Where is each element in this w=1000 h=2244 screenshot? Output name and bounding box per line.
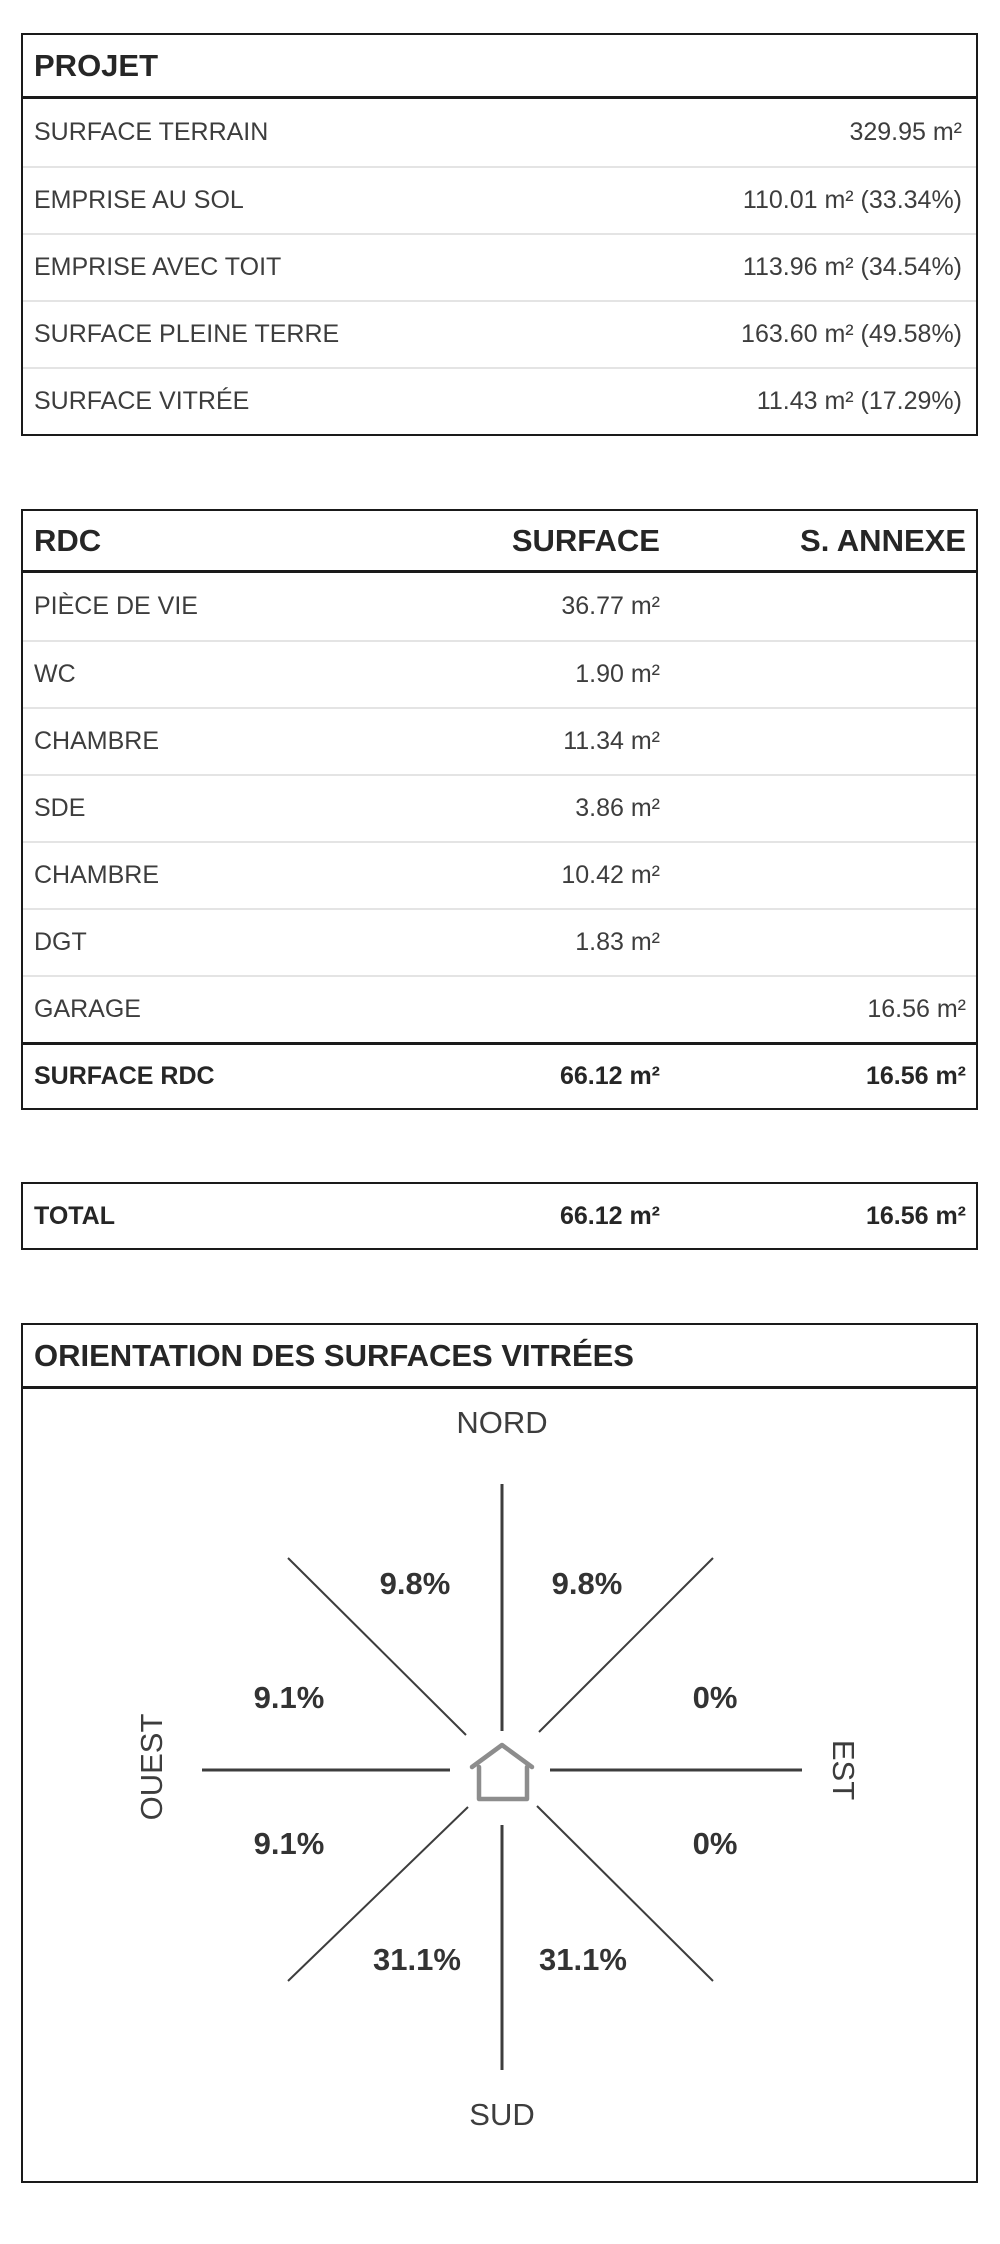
row-label: SURFACE VITRÉE xyxy=(34,387,250,415)
row-label: GARAGE xyxy=(34,995,141,1023)
west-label: OUEST xyxy=(134,1713,169,1821)
sector-wnw-percent: 9.1% xyxy=(253,1680,325,1715)
table-row xyxy=(23,300,976,367)
row-label: CHAMBRE xyxy=(34,861,160,889)
table-row xyxy=(23,841,976,908)
row-annexe: 16.56 m² xyxy=(865,1201,966,1230)
row-surface: 1.90 m² xyxy=(575,660,660,688)
row-label: WC xyxy=(34,660,76,688)
sector-ese-percent: 0% xyxy=(692,1826,738,1861)
total-table xyxy=(21,1182,978,1250)
row-label: DGT xyxy=(34,928,87,956)
table-row xyxy=(23,707,976,774)
row-annexe: 16.56 m² xyxy=(865,1062,966,1090)
column-header-surface: SURFACE xyxy=(511,522,660,558)
sector-ene-percent: 0% xyxy=(692,1680,738,1715)
row-surface: 36.77 m² xyxy=(561,592,660,620)
row-surface: 66.12 m² xyxy=(559,1062,660,1090)
rdc-table xyxy=(21,509,978,1110)
row-value: 329.95 m² xyxy=(849,118,962,146)
table-row xyxy=(23,573,976,640)
column-header-annexe: S. ANNEXE xyxy=(800,522,966,558)
row-value: 110.01 m² (33.34%) xyxy=(742,186,962,214)
table-row xyxy=(23,99,976,166)
table-row xyxy=(23,640,976,707)
column-header-rdc: RDC xyxy=(34,522,102,558)
sector-nne-percent: 9.8% xyxy=(551,1566,623,1601)
row-surface: 11.34 m² xyxy=(563,727,660,755)
row-label: CHAMBRE xyxy=(34,727,160,755)
surface-rdc-total-row xyxy=(23,1042,976,1108)
table-row xyxy=(23,233,976,300)
house-icon xyxy=(472,1745,532,1799)
projet-table-title: PROJET xyxy=(23,35,976,99)
sector-wsw-percent: 9.1% xyxy=(253,1826,325,1861)
table-row xyxy=(23,774,976,841)
south-label: SUD xyxy=(469,2097,535,2132)
row-label: EMPRISE AU SOL xyxy=(34,186,244,214)
row-surface: 3.86 m² xyxy=(575,794,660,822)
east-label: EST xyxy=(826,1739,861,1801)
row-value: 11.43 m² (17.29%) xyxy=(756,387,962,415)
total-row xyxy=(23,1184,976,1248)
orientation-compass-diagram xyxy=(23,1392,976,2178)
row-surface: 1.83 m² xyxy=(575,928,660,956)
orientation-panel xyxy=(21,1323,978,2183)
sector-ssw-percent: 31.1% xyxy=(373,1942,461,1977)
row-annexe: 16.56 m² xyxy=(867,995,966,1023)
orientation-title: ORIENTATION DES SURFACES VITRÉES xyxy=(23,1325,976,1389)
table-row xyxy=(23,166,976,233)
row-label: SURFACE RDC xyxy=(34,1062,215,1090)
row-label: TOTAL xyxy=(34,1201,116,1230)
row-surface: 66.12 m² xyxy=(559,1201,660,1230)
row-value: 163.60 m² (49.58%) xyxy=(741,320,962,348)
row-label: EMPRISE AVEC TOIT xyxy=(34,253,282,281)
table-row xyxy=(23,975,976,1042)
projet-table xyxy=(21,33,978,436)
row-value: 113.96 m² (34.54%) xyxy=(742,253,962,281)
sector-sse-percent: 31.1% xyxy=(539,1942,627,1977)
sector-nnw-percent: 9.8% xyxy=(379,1566,451,1601)
table-row xyxy=(23,367,976,434)
row-surface: 10.42 m² xyxy=(561,861,660,889)
rdc-table-header xyxy=(23,511,976,573)
table-row xyxy=(23,908,976,975)
row-label: SURFACE TERRAIN xyxy=(34,118,269,146)
north-label: NORD xyxy=(456,1405,548,1440)
row-label: PIÈCE DE VIE xyxy=(34,592,198,620)
row-label: SURFACE PLEINE TERRE xyxy=(34,320,340,348)
row-label: SDE xyxy=(34,794,86,822)
